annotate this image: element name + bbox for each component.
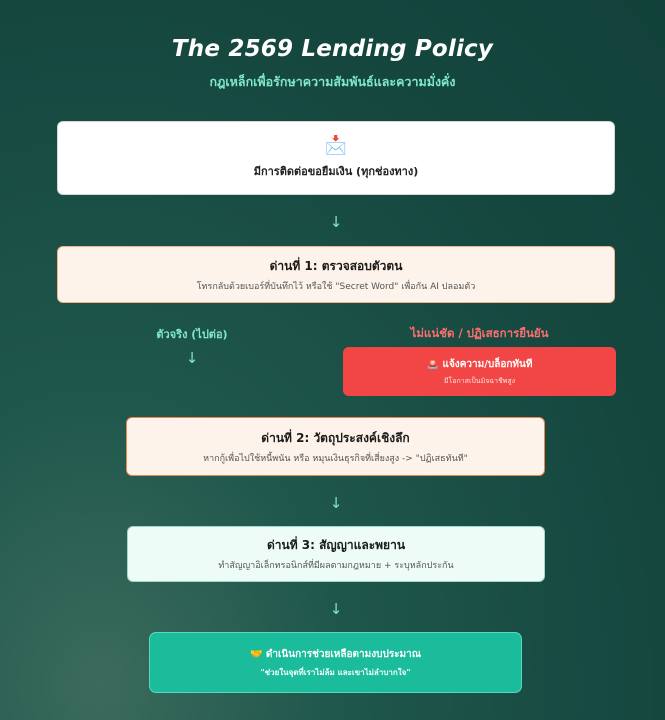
- arrow-down-icon: ↓: [329, 494, 343, 512]
- step2-title: ด่านที่ 2: วัตถุประสงค์เชิงลึก: [261, 430, 410, 445]
- step3-title: ด่านที่ 3: สัญญาและพยาน: [266, 538, 406, 552]
- arrow-down-icon: ↓: [329, 600, 343, 618]
- step2-node: [126, 417, 545, 476]
- arrow-down-icon: ↓: [185, 349, 199, 367]
- step1-node: [57, 246, 615, 303]
- step1-desc: โทรกลับด้วยเบอร์ที่บันทึกไว้ หรือใช้ "Secret Word" เพื่อกัน AI ปลอมตัว: [196, 281, 476, 292]
- diagram-title: The 2569 Lending Policy: [171, 36, 494, 62]
- alert-title-row: [427, 357, 533, 372]
- arrow-down-icon: ↓: [329, 213, 343, 231]
- alert-subtitle: มีโอกาสเป็นมิจฉาชีพสูง: [443, 376, 516, 385]
- start-node-label: มีการติดต่อขอยืมเงิน (ทุกช่องทาง): [253, 165, 419, 178]
- step2-desc: หากกู้เพื่อไปใช้หนี้พนัน หรือ หมุนเงินธุรกิจที่เสี่ยงสูง -> "ปฏิเสธทันที": [203, 453, 468, 464]
- envelope-icon: 📩: [324, 135, 348, 156]
- alert-node: [343, 347, 616, 396]
- step3-node: [127, 526, 545, 582]
- alert-title: แจ้งความ/บล็อกทันที: [442, 358, 533, 370]
- final-title-row: [250, 647, 421, 662]
- siren-icon: 🚨: [426, 358, 440, 370]
- final-title: ดำเนินการช่วยเหลือตามงบประมาณ: [265, 648, 422, 660]
- step1-title: ด่านที่ 1: ตรวจสอบตัวตน: [269, 258, 403, 273]
- diagram-subtitle: กฎเหล็กเพื่อรักษาความสัมพันธ์และความมั่งคั่ง: [209, 74, 456, 89]
- branch-fail-label: ไม่แน่ชัด / ปฏิเสธการยืนยัน: [410, 326, 549, 340]
- handshake-icon: 🤝: [249, 648, 263, 660]
- final-subtitle: "ช่วยในจุดที่เราไม่ล้ม และเขาไม่ลำบากใจ": [260, 667, 411, 677]
- start-node: [57, 121, 615, 195]
- final-node: [149, 632, 522, 693]
- branch-pass-label: ตัวจริง (ไปต่อ): [156, 328, 228, 341]
- step3-desc: ทำสัญญาอิเล็กทรอนิกส์ที่มีผลตามกฎหมาย + ระบุหลักประกัน: [218, 561, 454, 571]
